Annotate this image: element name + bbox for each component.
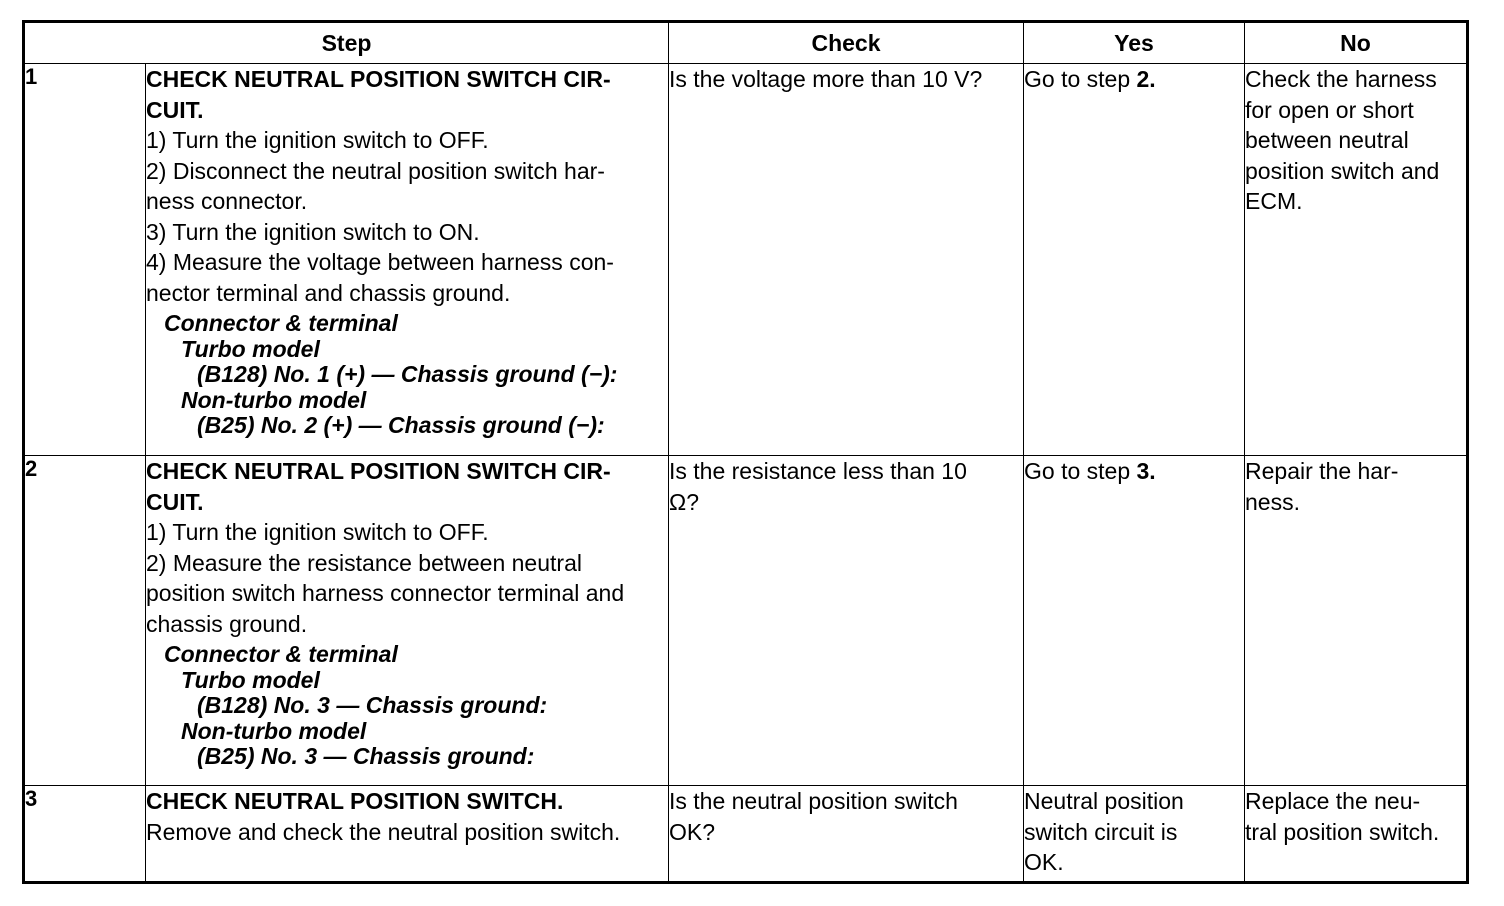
no-text: Check the harness (1245, 66, 1437, 92)
step-title: CHECK NEUTRAL POSITION SWITCH. (146, 788, 564, 814)
no-text: for open or short (1245, 96, 1414, 123)
diagnostic-table (22, 20, 1469, 884)
step-line: 4) Measure the voltage between harness con- (146, 249, 614, 275)
terminal-spec: (B128) No. 1 (+) — Chassis ground (−): (197, 361, 618, 387)
yes-cell (1024, 456, 1245, 786)
no-text: position switch and (1245, 157, 1440, 184)
no-text: between neutral (1245, 127, 1409, 153)
no-cell (1245, 456, 1468, 786)
step-description (146, 64, 669, 456)
no-text: tral position switch. (1245, 818, 1440, 845)
yes-text: Go to step (1024, 66, 1137, 92)
model-label: Turbo model (181, 335, 320, 362)
step-line: 2) Measure the resistance between neutral (146, 549, 582, 576)
table-row (24, 456, 1468, 786)
step-line: Remove and check the neutral position switch. (146, 818, 621, 845)
no-text: ECM. (1245, 188, 1303, 214)
check-cell (669, 786, 1024, 883)
model-label: Turbo model (181, 666, 320, 693)
check-text: Is the neutral position switch (669, 788, 958, 814)
step-description (146, 786, 669, 883)
step-number: 1 (24, 64, 146, 456)
step-ref: 3. (1136, 458, 1156, 484)
check-text: Is the voltage more than 10 V? (669, 66, 983, 92)
yes-text: switch circuit is (1024, 818, 1178, 845)
step-title: CUIT. (146, 488, 204, 515)
step-number: 2 (24, 456, 146, 786)
table-row (24, 64, 1468, 456)
yes-text: Neutral position (1024, 788, 1184, 814)
step-line: position switch harness connector terminal and (146, 580, 625, 606)
no-cell (1245, 786, 1468, 883)
header-yes: Yes (1024, 22, 1245, 64)
check-text: Ω? (669, 488, 699, 515)
no-text: Repair the har- (1245, 458, 1399, 484)
yes-cell (1024, 786, 1245, 883)
yes-text: OK. (1024, 849, 1064, 875)
yes-text: Go to step (1024, 458, 1137, 484)
check-text: OK? (669, 818, 716, 845)
table-row (24, 786, 1468, 883)
model-label: Non-turbo model (181, 386, 367, 413)
step-title: CUIT. (146, 96, 204, 123)
step-title: CHECK NEUTRAL POSITION SWITCH CIR- (146, 66, 611, 92)
check-cell (669, 456, 1024, 786)
step-number: 3 (24, 786, 146, 883)
check-text: Is the resistance less than 10 (669, 458, 967, 484)
header-row (24, 22, 1468, 64)
terminal-spec: (B128) No. 3 — Chassis ground: (197, 692, 548, 718)
check-cell (669, 64, 1024, 456)
step-ref: 2. (1136, 66, 1156, 92)
connector-heading: Connector & terminal (164, 310, 398, 336)
step-title: CHECK NEUTRAL POSITION SWITCH CIR- (146, 458, 611, 484)
step-description (146, 456, 669, 786)
step-line: 1) Turn the ignition switch to OFF. (146, 127, 489, 153)
no-cell (1245, 64, 1468, 456)
step-line: 1) Turn the ignition switch to OFF. (146, 519, 489, 545)
step-line: nector terminal and chassis ground. (146, 279, 511, 306)
connector-heading: Connector & terminal (164, 641, 398, 667)
no-text: ness. (1245, 488, 1300, 515)
yes-cell (1024, 64, 1245, 456)
header-no: No (1245, 22, 1468, 64)
terminal-spec: (B25) No. 2 (+) — Chassis ground (−): (197, 412, 605, 438)
header-step: Step (24, 22, 669, 64)
model-label: Non-turbo model (181, 717, 367, 744)
terminal-spec: (B25) No. 3 — Chassis ground: (197, 743, 535, 769)
step-line: 3) Turn the ignition switch to ON. (146, 218, 480, 245)
header-check: Check (669, 22, 1024, 64)
step-line: 2) Disconnect the neutral position switch har- (146, 157, 605, 184)
step-line: ness connector. (146, 188, 308, 214)
no-text: Replace the neu- (1245, 788, 1421, 814)
step-line: chassis ground. (146, 610, 308, 637)
